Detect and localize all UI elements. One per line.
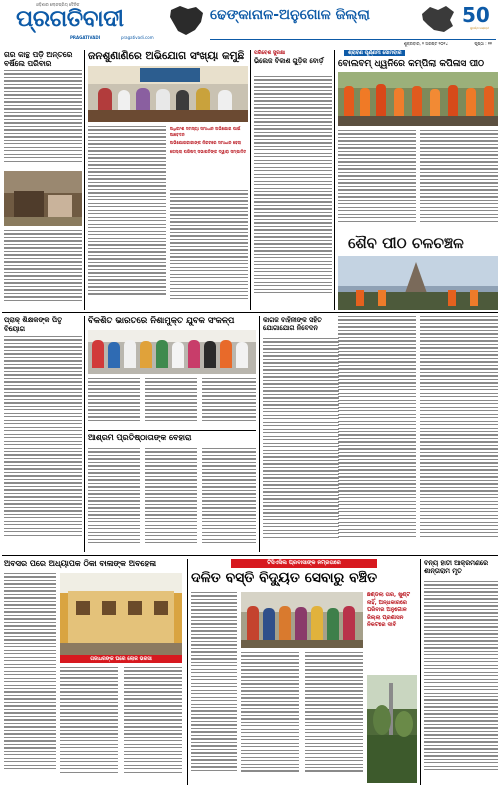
story-body-text: [191, 592, 237, 783]
story-village-board: [254, 50, 332, 310]
story-body-text: [305, 652, 363, 783]
story-house-wall-collapse: [4, 50, 82, 310]
photo-broken-pole: [367, 675, 417, 783]
bullet-item: ଅଭିଯୋଗକାରୀଙ୍କ ନିକଟରେ ସମାଧାନ ହେଲା: [170, 140, 242, 145]
newspaper-logo-latin: PRAGATIVADI: [70, 35, 101, 40]
story-dalit-settlement-electricity: [191, 559, 417, 785]
story-retired-teacher: [4, 559, 184, 785]
story-body-text: [263, 338, 339, 550]
page-label: ପୃଷ୍ଠା : ୧୧: [474, 41, 492, 46]
story-body-text: [4, 336, 82, 550]
masthead-tagline: ଓଡ଼ିଶାର ଲୋକପ୍ରିୟ ଦୈନିକ: [36, 2, 80, 7]
story-body-text: [202, 378, 256, 426]
horizontal-rule: [2, 312, 498, 313]
anniversary-number: 50: [462, 3, 490, 27]
story-headline: ଆଶ୍ରମ ପ୍ରତିଷ୍ଠାତାଙ୍କ ବେହାରା: [88, 433, 192, 442]
story-headline: ଜନଶୁଣାଣିରେ ଅଭିଯୋଗ ସଂଖ୍ୟା କମୁଛି: [88, 50, 245, 62]
story-headline: ପ୍ରାକ୍ ଶିକ୍ଷକଙ୍କ ପିତୃ ବିୟୋଗ: [4, 316, 63, 333]
story-kicker: ଟିସିଏସିଲ ପ୍ରବାସୀଙ୍କ ନମ୍ରତାରେ: [231, 559, 377, 568]
story-headline: ଦଳିତ ବସ୍ତି ବିଦ୍ୟୁତ ସେବାରୁ ବଞ୍ଚିତ: [191, 570, 378, 586]
photo-temple: [338, 256, 498, 310]
photo-kanwar-pilgrims: [338, 72, 498, 126]
story-ashram-founder: [88, 430, 256, 552]
story-body-text: [338, 130, 416, 230]
story-body-text: [88, 378, 140, 426]
bullet-item: ଅଧିକାଂଶ ସମସ୍ୟା ସମାଧାନ ଅଭିଯୋଗ ପାଇଁ ଆବେଦନ: [170, 126, 241, 137]
district-map-icon: [420, 4, 456, 34]
story-headline: ଅବସର ପରେ ଅଧ୍ୟାପକ ଠିକା ବାଳାଙ୍କ ଅବହେଳା: [4, 559, 156, 568]
story-headline: ଗର କାନ୍ଥ ପଡ଼ି ଅନ୍ତରେ ବର୍ଷିଲେ ପରିବାର: [4, 50, 73, 68]
website: pragativadi.com: [121, 35, 154, 40]
column-rule: [187, 559, 188, 785]
bullet-item: ଜେଲ୍ଲା ପରିଷଦ୍ ସଭାପତିଙ୍କ ଦ୍ୱାରା ସମ୍ପାଦିତ: [170, 148, 247, 154]
column-rule: [420, 559, 421, 785]
story-headline: ବିକଶିତ ଭାରତରେ ନିଶାମୁକ୍ତ ଯୁବକ ସଂକଳ୍ପ: [88, 316, 235, 326]
story-body-text: [420, 316, 498, 552]
story-kicker: ଶ୍ରାବଣ ପୂର୍ଣ୍ଣମୀ ସୋମବାର: [344, 50, 405, 56]
story-elephant-attack: [424, 559, 498, 785]
story-body-text: [241, 652, 299, 783]
masthead: [0, 0, 500, 48]
story-drug-free-youth: [88, 316, 256, 428]
story-headline: କାଗଜ ବାହିନୀଙ୍କ ସହିତ ଯୋଗାଯୋଗ ନିବେଦନ: [263, 316, 322, 332]
dateline: ଶୁକ୍ରବାର, ୨ ଅଗଷ୍ଟ ୨୦୨୪: [403, 41, 448, 46]
photo-public-hearing: [88, 66, 248, 122]
story-kicker: ପରିବେଶ ସୁରକ୍ଷା: [254, 50, 286, 56]
photo-collapsed-house: [4, 171, 82, 226]
story-headline-secondary: ଶୈବ ପୀଠ ଚଳଚଞ୍ଚଳ: [348, 234, 464, 252]
story-body-text: [338, 316, 416, 552]
horizontal-rule: [88, 430, 256, 431]
story-public-hearing: [88, 50, 248, 310]
story-body-text: [60, 667, 118, 783]
story-body-text: [145, 378, 197, 426]
story-body-text: [254, 76, 332, 308]
column-rule: [84, 50, 85, 310]
odisha-map-icon: [168, 4, 208, 38]
story-body-text: [424, 581, 498, 783]
photo-youth-pledge: [88, 330, 256, 374]
photo-school-building: [60, 573, 182, 655]
column-rule: [250, 50, 251, 310]
story-sidebar-highlight: ଛିଣ୍ଡିଲା ତାର, ଖୁଣ୍ଟ ନାହିଁ, ଅନ୍ଧକାରରେ ପରିବାର ଅନୁଗୋଳ ଜିଲ୍ଲା ପ୍ରଶାସନ ନିକଟରେ ଦାବି: [367, 592, 411, 628]
column-rule: [259, 316, 260, 552]
story-body-text: [420, 130, 498, 230]
story-headline: ବୋଲବମ୍ ଧ୍ୱନିରେ କମ୍ପିଲା କପିଳାସ ପୀଠ: [338, 59, 485, 69]
section-title: ଢେଙ୍କାନାଳ-ଅନୁଗୋଳ ଜିଲ୍ଲା: [210, 7, 370, 23]
story-body-text: [4, 230, 82, 308]
date-bar: [210, 39, 496, 47]
photo-villagers: [241, 592, 363, 648]
story-contact-request: [263, 316, 339, 552]
anniversary-label: ସୁବର୍ଣ୍ଣ ଜୟନ୍ତୀ: [470, 26, 489, 30]
story-body-text: [4, 70, 82, 168]
story-headline: ଭିଲେଜ ବିକାଶ ଗୁଡ଼ିକ ବୋର୍ଡ଼: [254, 57, 324, 65]
story-body-text: [4, 573, 56, 783]
story-body-text: [88, 448, 140, 550]
horizontal-rule: [2, 555, 498, 556]
story-teacher-father-death: [4, 316, 82, 552]
story-body-text: [202, 448, 256, 550]
story-headline: ବନ୍ୟ ହାତୀ ଆକ୍ରମଣରେ ଶାନ୍ତାରାମ ମୃତ: [424, 559, 489, 575]
story-kapilas-bolbam: [338, 50, 498, 310]
column-rule: [84, 316, 85, 552]
column-rule: [334, 50, 335, 310]
story-body-text: [124, 667, 182, 783]
photo-caption: ଗଜାଧରଙ୍କ ଘରେ ଲୋକ ଭରସା: [60, 655, 182, 663]
story-body-text: [88, 126, 166, 308]
story-body-text: [145, 448, 197, 550]
bullet-box: [170, 126, 248, 186]
newspaper-logo: ପ୍ରଗତିବାଦୀ: [16, 6, 124, 32]
story-body-text: [170, 190, 248, 308]
